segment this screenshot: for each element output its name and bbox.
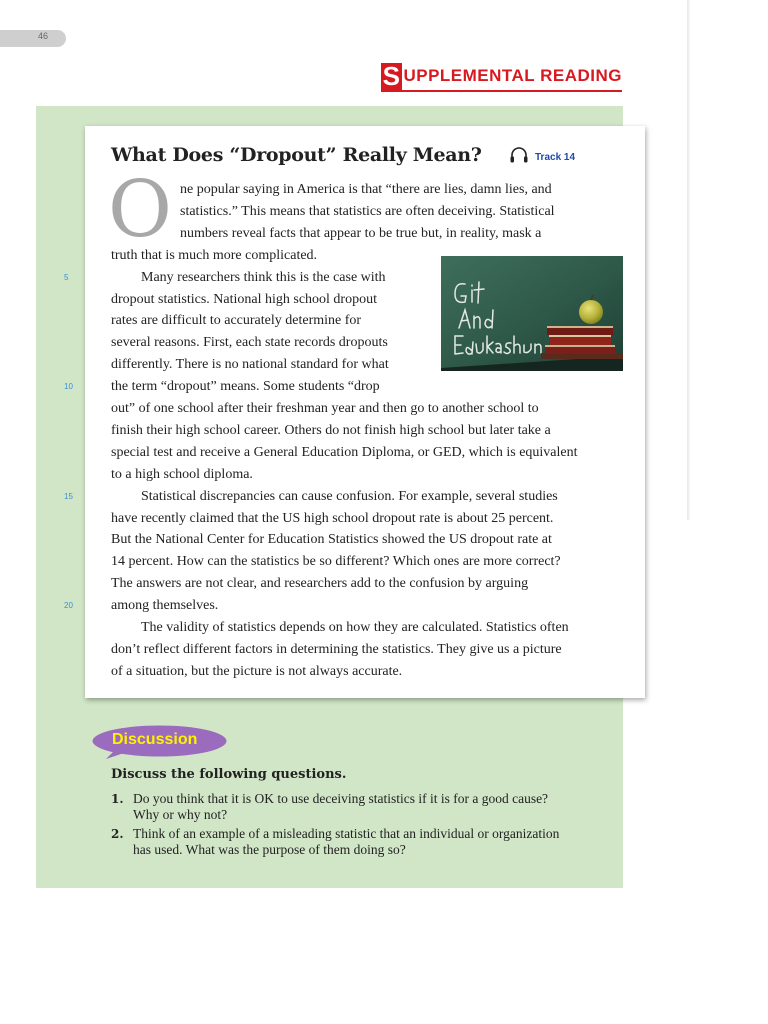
article-line: the term “dropout” means. Some students “drop	[111, 379, 380, 394]
section-heading-initial: S	[382, 61, 401, 91]
question-number: 2.	[111, 827, 124, 841]
line-number: 20	[64, 601, 73, 610]
article-line: special test and receive a General Education Diploma, or GED, which is equivalent	[111, 445, 578, 460]
question-line: Why or why not?	[133, 807, 228, 822]
line-number: 15	[64, 492, 73, 501]
question-line: has used. What was the purpose of them doing so?	[133, 842, 406, 857]
audio-track-label[interactable]: Track 14	[535, 152, 576, 163]
article-line: of a situation, but the picture is not always accurate.	[111, 664, 403, 679]
article-line: The validity of statistics depends on how they are calculated. Statistics often	[141, 620, 569, 635]
line-number: 5	[64, 273, 69, 282]
article-line: Statistical discrepancies can cause confusion. For example, several studies	[141, 489, 558, 504]
article-line: ne popular saying in America is that “there are lies, damn lies, and	[180, 182, 552, 197]
article-line: truth that is much more complicated.	[111, 248, 318, 263]
article-line: among themselves.	[111, 598, 219, 613]
article-line: out” of one school after their freshman year and then go to another school to	[111, 401, 539, 416]
article-line: finish their high school career. Others do not finish high school but later take a	[111, 423, 551, 438]
article-line: several reasons. First, each state records dropouts	[111, 335, 388, 350]
line-number: 10	[64, 382, 73, 391]
article-line: statistics.” This means that statistics are often deceiving. Statistical	[180, 204, 555, 219]
article-line: rates are difficult to accurately determine for	[111, 313, 362, 328]
article-title: What Does “Dropout” Really Mean?	[111, 144, 482, 166]
section-heading-rest: UPPLEMENTAL READING	[403, 66, 622, 85]
article-line: to a high school diploma.	[111, 467, 253, 482]
question-line: Think of an example of a misleading statistic that an individual or organization	[133, 826, 560, 841]
article-line: dropout statistics. National high school dropout	[111, 292, 377, 307]
question-line: Do you think that it is OK to use deceiving statistics if it is for a good cause?	[133, 791, 549, 806]
article-line: don’t reflect different factors in determining the statistics. They give us a picture	[111, 642, 562, 657]
article-line: But the National Center for Education Statistics showed the US dropout rate at	[111, 532, 552, 547]
headphones-icon[interactable]	[509, 146, 529, 164]
chalkboard-photo	[441, 256, 623, 371]
article-line: The answers are not clear, and researchers add to the confusion by arguing	[111, 576, 529, 591]
article-line: Many researchers think this is the case with	[141, 270, 386, 285]
page-number-tab	[0, 30, 66, 47]
page-edge-shadow	[687, 0, 690, 520]
page-number: 46	[38, 31, 49, 41]
section-heading	[381, 62, 622, 92]
drop-cap: O	[108, 165, 172, 255]
article-line: differently. There is no national standard for what	[111, 357, 389, 372]
article-line: 14 percent. How can the statistics be so different? Which ones are more correct?	[111, 554, 561, 569]
question-number: 1.	[111, 792, 124, 806]
discussion-label: Discussion	[112, 731, 198, 748]
discussion-prompt: Discuss the following questions.	[111, 767, 347, 782]
article-line: have recently claimed that the US high school dropout rate is about 25 percent.	[111, 511, 554, 526]
article-line: numbers reveal facts that appear to be true but, in reality, mask a	[180, 226, 542, 241]
